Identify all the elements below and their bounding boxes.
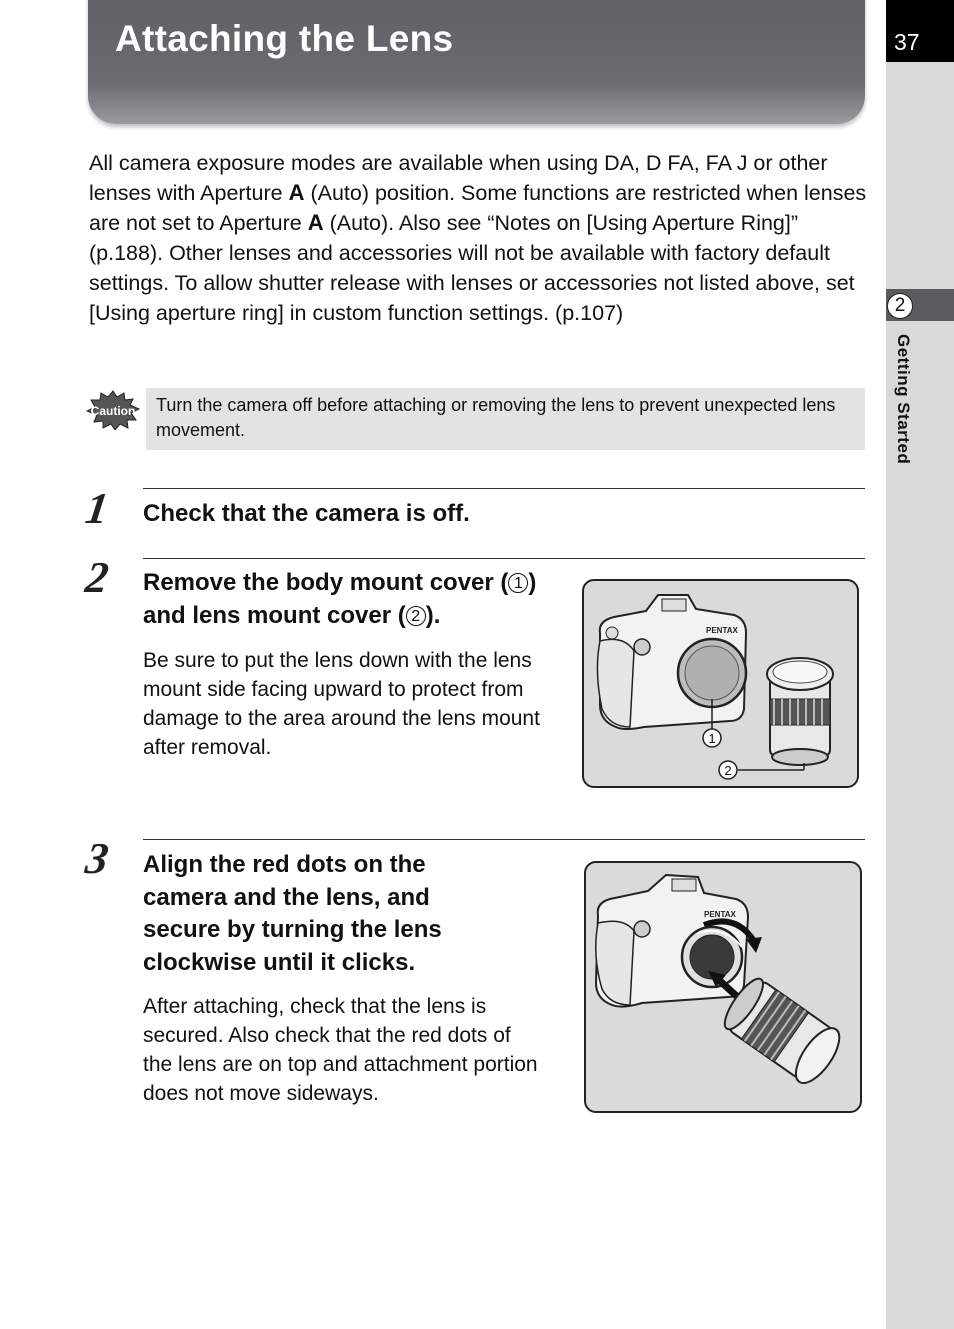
step-title: Check that the camera is off.	[143, 500, 470, 527]
circled-number: 2	[406, 606, 426, 626]
step-title-part: Remove the body mount cover (	[143, 569, 509, 596]
step-number: 1	[82, 484, 112, 533]
step-title	[143, 567, 563, 632]
step-divider	[143, 558, 865, 559]
lens-illustration	[767, 658, 833, 765]
step-body: After attaching, check that the lens is secured. Also check that the red dots of the lens are on top and attachment portion does not move sideways.	[143, 995, 538, 1105]
step-divider	[143, 488, 865, 489]
caution-text: Turn the camera off before attaching or removing the lens to prevent unexpected lens movement.	[156, 395, 836, 440]
aperture-a-symbol: A	[288, 180, 305, 205]
intro-paragraph	[89, 148, 869, 328]
intro-text-3: (Auto). Also see “Notes on [Using Aperture Ring]” (p.188). Other lenses and accessories will not be available with factory default settings. To allow shutter release with lenses or accessories not listed above, set [Using aperture ring] in custom function settings. (p.107)	[89, 211, 855, 325]
aperture-a-symbol: A	[307, 210, 324, 235]
step-title-part: ).	[425, 601, 441, 629]
brand-label: PENTAX	[706, 626, 738, 635]
chapter-label: Getting Started	[894, 334, 913, 465]
page-number-box	[886, 0, 954, 62]
page-number: 37	[894, 29, 920, 55]
step-body: Be sure to put the lens down with the lens mount side facing upward to protect from damage to the area around the lens mount after removal.	[143, 649, 540, 759]
title-banner	[88, 0, 865, 124]
circled-number: 1	[508, 573, 528, 593]
brand-label: PENTAX	[704, 910, 736, 919]
camera-lens-attach-illustration	[586, 863, 860, 1111]
callout-1: 1	[708, 731, 716, 746]
caution-icon-label: Caution	[90, 404, 136, 418]
camera-illustration	[584, 581, 857, 786]
step-number: 3	[82, 834, 112, 883]
intro-text-2: (Auto) position. Some functions are restricted when lenses are not set to Aperture	[89, 181, 867, 235]
intro-text-1: All camera exposure modes are available when using DA, D FA, FA J or other lenses with Aperture	[89, 151, 828, 205]
figure-remove-covers	[582, 579, 859, 788]
step-title: Align the red dots on the camera and the lens, and secure by turning the lens clockwise until it clicks.	[143, 851, 442, 976]
caution-box	[146, 388, 865, 450]
step-number: 2	[82, 553, 112, 602]
callout-2: 2	[724, 763, 732, 778]
side-rail	[886, 0, 954, 1329]
chapter-number: 2	[887, 293, 913, 319]
step-title-part: ) and lens mount cover (	[143, 569, 537, 629]
figure-attach-lens	[584, 861, 862, 1113]
step-divider	[143, 839, 865, 840]
page-title: Attaching the Lens	[115, 18, 454, 59]
caution-icon	[86, 390, 140, 430]
